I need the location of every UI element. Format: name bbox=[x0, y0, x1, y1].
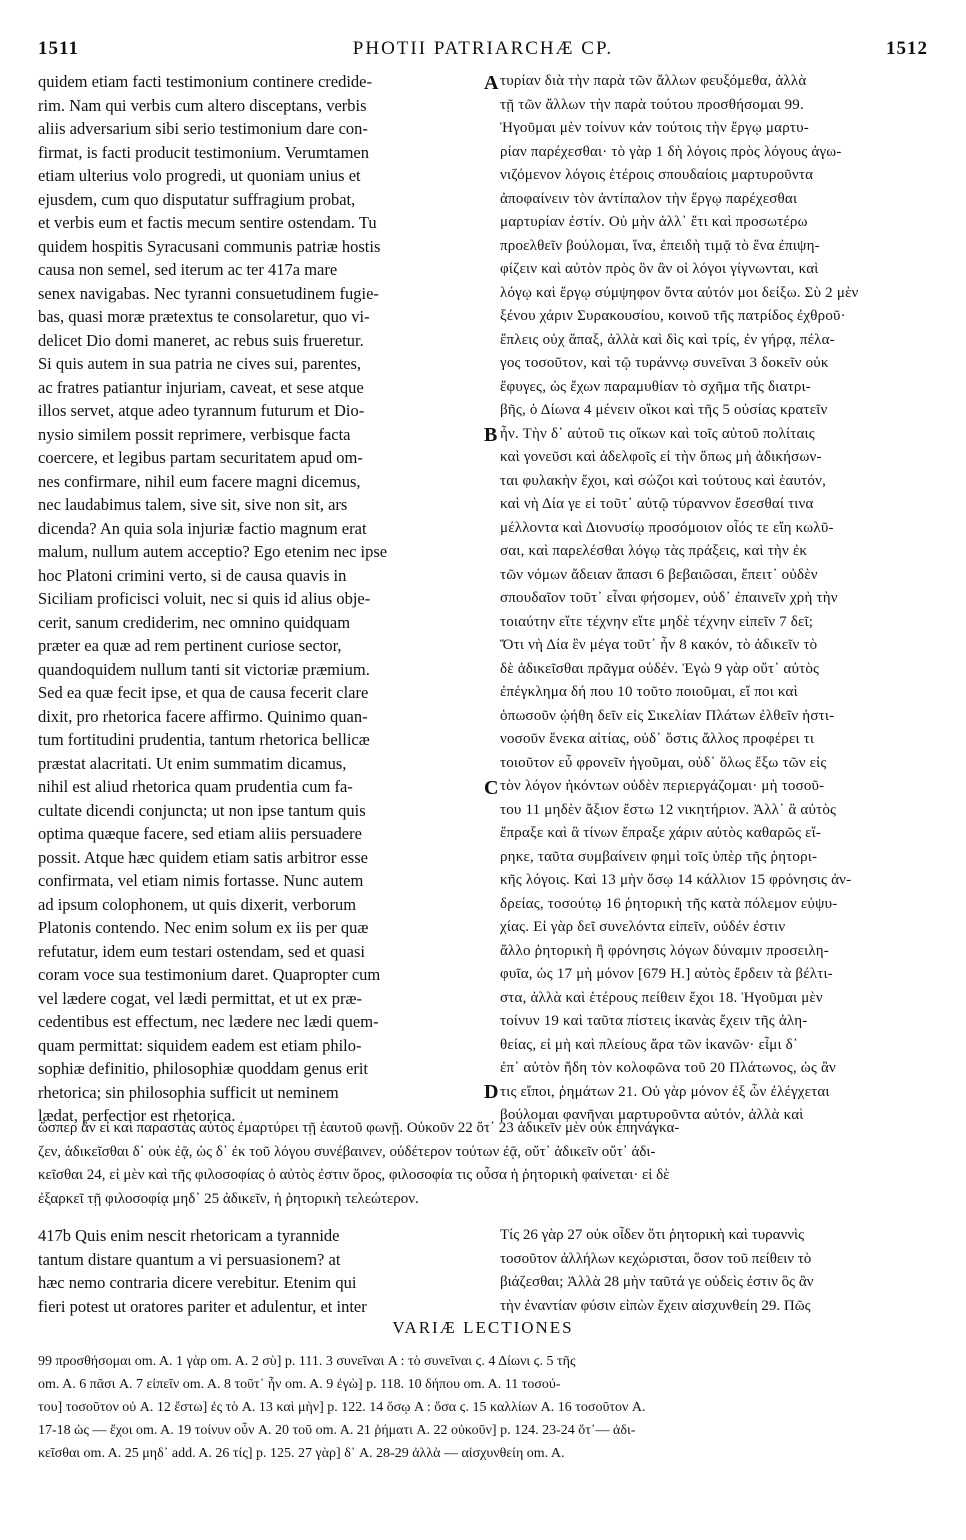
greek-text-line: σαι, καὶ παρελέσθαι λόγῳ τὰς πράξεις, καὶ τὴν ἐκ bbox=[500, 543, 808, 559]
greek-text-line: ἄλλο ῥητορικὴ ἢ φρόνησις λόγων δύναμιν προσειλη- bbox=[500, 942, 829, 959]
greek-text-line: τῇ τῶν ἄλλων τὴν παρὰ τούτου προσθήσομαι 99. bbox=[500, 96, 804, 113]
greek-text-line: δὲ ἀδικεῖσθαι πρᾶγμα οὐδέν. Ἐγὼ 9 γὰρ οὔτ᾿ αὐτὸς bbox=[500, 660, 820, 677]
latin-text-line: cerit, sanum crediderim, nec omnino quidquam bbox=[38, 612, 351, 632]
latin-text-line: quidem etiam facti testimonium continere credide- bbox=[38, 72, 373, 91]
latin-text-line: rhetorica; sin philosophia sufficit ut neminem bbox=[38, 1082, 339, 1102]
latin-text-line: cultate dicendi conjuncta; ut non ipse tantum quis bbox=[38, 800, 366, 820]
greek-text-line: βιάζεσθαι; Ἀλλὰ 28 μὴν ταῦτά γε οὐδεὶς ἐστιν ὃς ἂν bbox=[500, 1274, 814, 1290]
section-marker-a: A bbox=[484, 72, 499, 94]
variant-reading-line: κεῖσθαι om. A. 25 μηδ᾿ add. A. 26 τίς] p. 125. 27 γὰρ] δ᾿ A. 28-29 ἀλλὰ — αἰσχυνθείη om. A. bbox=[38, 1446, 565, 1461]
greek-text-line: τοιαύτην εἴτε τέχνην εἴτε μηδὲ τέχνην εἰπεῖν 7 δεῖ; bbox=[500, 613, 814, 630]
latin-text-line: bas, quasi moræ prætextus te consolaretur, quo vi- bbox=[38, 307, 370, 326]
latin-text-line: malum, nullum autem acceptio? Ego etenim nec ipse bbox=[38, 542, 388, 561]
latin-text-line: nec laudabimus talem, sive sit, sive non sit, ars bbox=[38, 495, 348, 514]
latin-text-line: Siciliam proficisci voluit, nec si quis id alius obje- bbox=[38, 589, 371, 608]
variae-lectiones bbox=[38, 1350, 932, 1465]
greek-column-lower bbox=[500, 1224, 932, 1318]
latin-text-line: rim. Nam qui verbis cum altero disceptans, verbis bbox=[38, 95, 367, 115]
greek-text-line: ἔπραξε καὶ ἃ τίνων ἔπραξε χάριν αὐτὸς καθαρῶς εἴ- bbox=[500, 825, 822, 841]
section-marker-b: B bbox=[484, 424, 498, 446]
variant-reading-line: του] τοσοῦτον οὐ A. 12 ἔστω] ἐς τὸ A. 13 καὶ μὴν] p. 122. 14 ὅσῳ A : ὅσα ϛ. 15 καλλίων A. 16 τοσοῦτον A. bbox=[38, 1400, 646, 1415]
greek-text-line: τυρίαν διὰ τὴν παρὰ τῶν ἄλλων φευξόμεθα, ἀλλὰ bbox=[500, 73, 807, 89]
latin-text-line: hoc Platoni crimini verto, si de causa quavis in bbox=[38, 565, 347, 585]
greek-text-line: στα, ἀλλὰ καὶ ἑτέρους πείθειν ἔχοι 18. Ἡγοῦμαι μὲν bbox=[500, 989, 823, 1006]
greek-text-line: ἐπέγκλημα δή που 10 τοῦτο ποιοῦμαι, εἴ ποι καὶ bbox=[500, 684, 798, 700]
latin-text-line: hæc nemo contraria dicere verebitur. Etenim qui bbox=[38, 1273, 357, 1292]
greek-text-line: νιζόμενον λόγοις ἑτέροις σπουδαίοις μαρτυροῦντα bbox=[500, 167, 814, 183]
greek-text-line: ἔπλεις οὐχ ἅπαξ, ἀλλὰ καὶ δὶς καὶ τρίς, ἐν γήρᾳ, πέλα- bbox=[500, 331, 835, 348]
latin-text-line: dixit, pro rhetorica facere affirmo. Quinimo quan- bbox=[38, 706, 368, 726]
latin-text-line: tum fortitudini prudentia, tantum rhetorica bellicæ bbox=[38, 730, 370, 749]
greek-text-line: ρίαν παρέχεσθαι· τὸ γὰρ 1 δὴ λόγοις πρὸς λόγους ἀγω- bbox=[500, 143, 842, 160]
latin-text-line: Si quis autem in sua patria ne cives sui, parentes, bbox=[38, 354, 362, 373]
section-marker-d: D bbox=[484, 1081, 499, 1103]
greek-text-line: καὶ νὴ Δία γε εἰ τοῦτ᾿ αὐτῷ τύραννον ἔσεσθαί τινα bbox=[500, 496, 814, 512]
section-marker-c: C bbox=[484, 777, 499, 799]
variant-reading-line: 17-18 ὡς — ἔχοι om. A. 19 τοίνυν οὖν A. 20 τοῦ om. A. 21 ῥήματι A. 22 οὐκοῦν] p. 124. 23-24 ὅτ᾿— ἀδι- bbox=[38, 1423, 636, 1438]
greek-text-line: τοσοῦτον ἀλλήλων κεχώρισται, ὅσον τοῦ πείθειν τὸ bbox=[500, 1250, 812, 1267]
greek-text-line: προελθεῖν βούλομαι, ἵνα, ἐπειδὴ τιμᾷ τὸ ἕνα ἐπιψη- bbox=[500, 237, 820, 254]
latin-text-line: sophiæ definitio, philosophiæ quoddam genus erit bbox=[38, 1059, 368, 1078]
latin-text-line: causa non semel, sed iterum ac ter 417a mare bbox=[38, 260, 338, 279]
latin-text-line: coram voce sua testimonium daret. Quapropter cum bbox=[38, 965, 381, 984]
greek-text-line: ὥσπερ ἂν εἰ καὶ παραστὰς αὐτὸς ἐμαρτύρει τῇ ἑαυτοῦ φωνῇ. Οὐκοῦν 22 ὅτ᾿ 23 ἀδικεῖν μὲν οὐκ ἐπηνάγκα- bbox=[38, 1120, 680, 1136]
latin-text-line: vel lædere cogat, vel lædi permittat, et ut ex præ- bbox=[38, 988, 362, 1008]
greek-text-line: ται φυλακὴν ἔχοι, καὶ σώζοι καὶ τούτους καὶ ἑαυτόν, bbox=[500, 472, 827, 489]
latin-text-line: et verbis eum et factis mecum sentire ostendam. Tu bbox=[38, 213, 377, 232]
greek-column bbox=[500, 70, 932, 1128]
latin-text-line: optima quæque facere, sed etiam aliis persuadere bbox=[38, 824, 362, 843]
greek-text-line: κεῖσθαι 24, εἰ μὲν καὶ τῆς φιλοσοφίας ὁ αὐτὸς ἐστιν ὅρος, φιλοσοφία τις οὖσα ἡ ῥητορικὴ φαίνεται· εἰ δὲ bbox=[38, 1167, 670, 1183]
latin-text-line: confirmata, vel etiam nimis fortasse. Nunc autem bbox=[38, 871, 364, 890]
latin-column-lower bbox=[38, 1224, 483, 1318]
greek-text-line: ἔφυγες, ὡς ἔχων παραμυθίαν τὸ σχῆμα τῆς διατρι- bbox=[500, 378, 811, 395]
latin-text-line: ac fratres patiantur injuriam, caveat, et sese atque bbox=[38, 377, 364, 397]
greek-text-line: γος τοσοῦτον, καὶ τῷ τυράννῳ συνεῖναι 3 δοκεῖν οὐκ bbox=[500, 355, 829, 371]
greek-text-line: τοιοῦτον εὖ φρονεῖν ἡγοῦμαι, οὐδ᾿ ὅλως ἔξω τῶν εἰς bbox=[500, 754, 827, 771]
variant-reading-line: om. A. 6 πᾶσι A. 7 εἰπεῖν om. A. 8 τοῦτ᾿ ἦν om. A. 9 ἐγὼ] p. 118. 10 δήπου om. A. 11 τοσού- bbox=[38, 1377, 561, 1392]
greek-text-line: ἀποφαίνειν τὸν ἀντίπαλον τὴν ἔργῳ παρέχεσθαι bbox=[500, 190, 798, 207]
greek-text-line: ἐξαρκεῖ τῇ φιλοσοφίᾳ μηδ᾿ 25 ἀδικεῖν, ἡ ῥητορικὴ τελεώτερον. bbox=[38, 1190, 419, 1207]
greek-text-line: νοσοῦν ἕνεκα αἰτίας, οὐδ᾿ ὅστις ἄλλος προφέρει τι bbox=[500, 731, 815, 747]
latin-text-line: possit. Atque hæc quidem etiam satis arbitror esse bbox=[38, 847, 368, 867]
greek-text-line: φυῖα, ὡς 17 μὴ μόνον [679 H.] αὐτὸς ἔρδειν τὰ βέλτι- bbox=[500, 966, 833, 982]
latin-text-line: quandoquidem nullum tanti sit victoriæ præmium. bbox=[38, 659, 370, 679]
latin-text-line: quam permittat: siquidem eadem est etiam philo- bbox=[38, 1035, 362, 1055]
greek-text-line: κῆς λόγοις. Καὶ 13 μὴν ὅσῳ 14 κάλλιον 15 φρόνησις ἀν- bbox=[500, 872, 852, 888]
greek-text-line: ὁπωσοῦν ᾠήθη δεῖν εἰς Σικελίαν Πλάτων ἐλθεῖν ἡστι- bbox=[500, 707, 835, 724]
latin-text-line: delicet Dio domi maneret, ac rebus suis frueretur. bbox=[38, 330, 364, 350]
latin-text-line: illos servet, atque adeo tyrannum futurum et Dio- bbox=[38, 401, 365, 420]
latin-text-line: tantum distare quantum a vi persuasionem? at bbox=[38, 1249, 341, 1269]
greek-text-line: χίας. Εἰ γὰρ δεῖ συνελόντα εἰπεῖν, οὐδέν ἐστιν bbox=[500, 919, 786, 935]
latin-text-line: quidem hospitis Syracusani communis patriæ hostis bbox=[38, 236, 381, 256]
greek-text-line: ἦν. Τὴν δ᾿ αὐτοῦ τις οἴκων καὶ τοῖς αὐτοῦ πολίταις bbox=[500, 425, 815, 442]
latin-text-line: nes confirmare, nihil eum facere magni dicemus, bbox=[38, 471, 361, 491]
latin-text-line: præstat alacritati. Ut enim summatim dicamus, bbox=[38, 753, 347, 773]
latin-text-line: dicenda? An quia sola injuriæ factio magnum erat bbox=[38, 518, 367, 538]
running-header bbox=[38, 38, 928, 66]
greek-text-line: τῶν νόμων ἄδειαν ἅπασι 6 βεβαιῶσαι, ἔπειτ᾿ οὐδὲν bbox=[500, 566, 818, 583]
latin-text-line: coercere, et legibus partam securitatem apud om- bbox=[38, 448, 363, 467]
greek-text-line: ἐπ᾿ αὐτὸν ἤδη τὸν κολοφῶνα τοῦ 20 Πλάτωνος, ὡς ἂν bbox=[500, 1060, 836, 1076]
latin-text-line: cedentibus est effectum, nec lædere nec lædi quem- bbox=[38, 1012, 379, 1031]
greek-text-line: καὶ γονεῦσι καὶ ἀδελφοῖς εἰ τὴν ὅπως μὴ ἀδικήσων- bbox=[500, 449, 822, 465]
greek-text-line: τὸν λόγον ἡκόντων οὐδὲν περιεργάζομαι· μὴ τοσοῦ- bbox=[500, 778, 825, 794]
latin-text-line: aliis adversarium sibi serio testimonium dare con- bbox=[38, 119, 368, 138]
greek-text-line: τοίνυν 19 καὶ ταῦτα πίστεις ἱκανὰς ἔχειν τῆς ἀλη- bbox=[500, 1013, 808, 1029]
greek-text-line: τις εἴποι, ῥημάτων 21. Οὐ γὰρ μόνον ἐξ ὧν ἐλέγχεται bbox=[500, 1083, 830, 1100]
running-title: PHOTII PATRIARCHÆ CP. bbox=[352, 38, 614, 59]
greek-text-line: φίζειν καὶ αὐτὸν πρὸς ὃν ἂν οἱ λόγοι γίγνωνται, καὶ bbox=[500, 261, 819, 277]
wide-greek-paragraph bbox=[38, 1117, 932, 1211]
latin-text-line: 417b Quis enim nescit rhetoricam a tyrannide bbox=[38, 1226, 340, 1245]
greek-text-line: μαρτυρίαν ἐστίν. Οὐ μὴν ἀλλ᾿ ἔτι καὶ προσωτέρω bbox=[500, 214, 808, 230]
latin-text-line: ad ipsum colophonem, ut quis dixerit, verborum bbox=[38, 894, 357, 914]
left-page-number: 1511 bbox=[38, 38, 79, 59]
greek-text-line: ζεν, ἀδικεῖσθαι δ᾿ οὐκ ἐᾷ, ὡς δ᾿ ἐκ τοῦ λόγου συνέβαινεν, οὐδέτερον τούτων ἐᾷ, οὔτ᾿ ἀδικεῖν οὔτ᾿ ἀδι- bbox=[38, 1143, 656, 1160]
greek-text-line: δρείας, τοσούτῳ 16 ῥητορικὴ τῆς κατὰ πόλεμον εὐψυ- bbox=[500, 895, 838, 912]
latin-text-line: firmat, is facti producit testimonium. Verumtamen bbox=[38, 142, 369, 162]
greek-text-line: λόγῳ καὶ ἔργῳ σύμψηφον ὄντα αὐτόν μοι δείξω. Σὺ 2 μὲν bbox=[500, 284, 859, 301]
latin-text-line: refutatur, idem eum testari ostendam, sed et quasi bbox=[38, 941, 365, 961]
greek-text-line: Τίς 26 γὰρ 27 οὐκ οἶδεν ὅτι ῥητορικὴ καὶ τυραννὶς bbox=[500, 1227, 805, 1243]
latin-text-line: nihil est aliud rhetorica quam prudentia cum fa- bbox=[38, 777, 353, 796]
greek-text-line: ρηκε, ταῦτα συμβαίνειν φημὶ τοῖς ὑπὲρ τῆς ῥητορι- bbox=[500, 848, 818, 865]
greek-text-line: Ἡγοῦμαι μὲν τοίνυν κἀν τούτοις τὴν ἔργῳ μαρτυ- bbox=[500, 120, 809, 136]
latin-text-line: Platonis contendo. Nec enim solum ex iis per quæ bbox=[38, 918, 369, 937]
latin-text-line: lædat, perfectior est rhetorica. bbox=[38, 1106, 236, 1125]
latin-column bbox=[38, 70, 483, 1128]
greek-text-line: Ὅτι νὴ Δία ἓν μέγα τοῦτ᾿ ἦν 8 κακόν, τὸ ἀδικεῖν τὸ bbox=[500, 637, 818, 653]
greek-text-line: ξένου χάριν Συρακουσίου, κοινοῦ τῆς πατρίδος ἐχθροῦ· bbox=[500, 308, 846, 324]
latin-text-line: etiam ulterius volo progredi, ut quoniam unius et bbox=[38, 166, 361, 185]
latin-text-line: præter ea quæ ad rem pertinent curiose sector, bbox=[38, 636, 342, 655]
latin-text-line: senex navigabas. Nec tyranni consuetudinem fugie- bbox=[38, 283, 379, 303]
right-page-number: 1512 bbox=[886, 38, 928, 59]
latin-text-line: Sed ea quæ fecit ipse, et qua de causa fecerit clare bbox=[38, 683, 369, 702]
variae-lectiones-title: VARIÆ LECTIONES bbox=[392, 1318, 574, 1337]
greek-text-line: σπουδαῖον τοῦτ᾿ εἶναι φήσομεν, οὐδ᾿ ἐπαινεῖν χρὴ τὴν bbox=[500, 590, 838, 606]
greek-text-line: τὴν ἐναντίαν φύσιν εἰπὼν ἔχειν αἰσχυνθείη 29. Πῶς bbox=[500, 1297, 811, 1314]
variant-reading-line: 99 προσθήσομαι om. A. 1 γὰρ om. A. 2 σὺ] p. 111. 3 συνεῖναι A : τὸ συνεῖναι ϛ. 4 Δίωνι ϛ. 5 τῆς bbox=[38, 1354, 576, 1369]
latin-text-line: fieri potest ut oratores pariter et adulentur, et inter bbox=[38, 1296, 367, 1316]
greek-text-line: βούλομαι φανῆναι μαρτυροῦντα αὐτόν, ἀλλὰ καὶ bbox=[500, 1107, 804, 1123]
greek-text-line: βῆς, ὁ Δίωνα 4 μένειν οἴκοι καὶ τῆς 5 οὐσίας κρατεῖν bbox=[500, 402, 828, 418]
latin-text-line: ejusdem, cum quo disputatur suffragium probat, bbox=[38, 189, 356, 209]
latin-text-line: nysio similem possit reprimere, verbisque facta bbox=[38, 424, 351, 444]
greek-text-line: μέλλοντα καὶ Διονυσίῳ προσόμοιον οἷός τε εἴη κωλῦ- bbox=[500, 519, 834, 536]
greek-text-line: θείας, εἰ μὴ καὶ πλείους ἄρα τῶν ἱκανῶν· εἶμι δ᾿ bbox=[500, 1036, 799, 1053]
greek-text-line: του 11 μηδὲν ἄξιον ἔστω 12 νικητήριον. Ἀλλ᾿ ἃ αὐτὸς bbox=[500, 801, 837, 818]
